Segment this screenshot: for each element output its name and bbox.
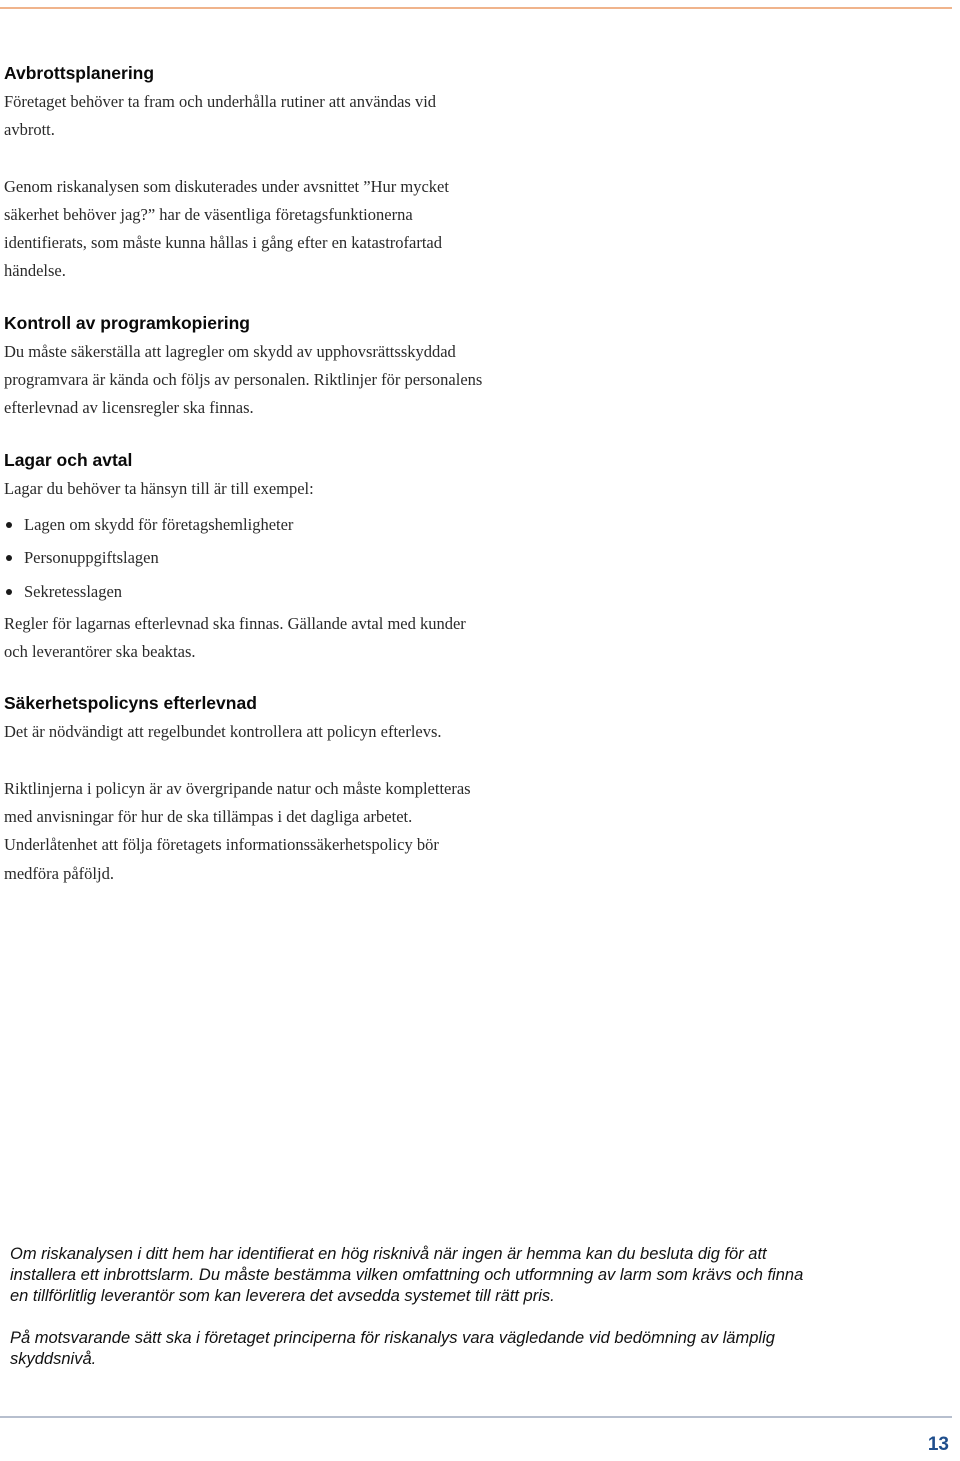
section-paragraph: Genom riskanalysen som diskuterades under avsnittet ”Hur mycket säkerhet behöver jag?” har de väsentliga företagsfunktionerna identifierats, som måste kunna hållas i gång efter en katastrofartad händelse. — [4, 176, 449, 281]
bullet-icon — [6, 589, 12, 595]
bottom-divider — [0, 1416, 952, 1418]
bullet-icon — [6, 522, 12, 528]
law-list — [4, 508, 484, 608]
section-heading: Avbrottsplanering — [4, 63, 155, 83]
bullet-icon — [6, 555, 12, 561]
page-number: 13 — [927, 1434, 949, 1455]
note-paragraph: På motsvarande sätt ska i företaget principerna för riskanalys vara vägledande vid bedömning av lämplig skyddsnivå. — [10, 1329, 775, 1368]
list-item — [4, 541, 484, 574]
top-divider — [0, 7, 952, 9]
section-paragraph: Det är nödvändigt att regelbundet kontrollera att policyn efterlevs. — [4, 722, 442, 742]
note-paragraph: Om riskanalysen i ditt hem har identifierat en hög risknivå när ingen är hemma kan du besluta dig för att installera ett inbrottslarm. Du måste bestämma vilken omfattning och utformning av larm som krävs och finna en tillförlitlig leverantör som kan leverera det avsedda systemet till rätt pris. — [10, 1245, 804, 1305]
section-sakerhetspolicyns-efterlevnad — [4, 688, 484, 887]
section-paragraph: Riktlinjerna i policyn är av övergripande natur och måste kompletteras med anvisningar för hur de ska tillämpas i det dagliga arbetet. Underlåtenhet att följa företagets informationssäkerhetspolicy bör medföra påföljd. — [4, 778, 471, 883]
list-item-text: Personuppgiftslagen — [24, 548, 159, 568]
section-heading: Lagar och avtal — [4, 449, 133, 470]
main-content — [4, 58, 484, 910]
section-paragraph: Du måste säkerställa att lagregler om skydd av upphovsrättsskyddad programvara är kända och följs av personalen. Riktlinjer för personalens efterlevnad av licensregler ska finnas. — [4, 341, 483, 418]
list-item — [4, 508, 484, 541]
section-kontroll-av-programkopiering — [4, 308, 484, 423]
section-intro: Lagar du behöver ta hänsyn till är till exempel: — [4, 478, 314, 498]
section-heading: Kontroll av programkopiering — [4, 312, 250, 333]
section-lagar-och-avtal — [4, 445, 484, 667]
list-item-text: Lagen om skydd för företagshemligheter — [24, 514, 294, 534]
section-heading: Säkerhetspolicyns efterlevnad — [4, 693, 257, 714]
section-avbrottsplanering — [4, 58, 484, 286]
section-outro: Regler för lagarnas efterlevnad ska finnas. Gällande avtal med kunder och leverantörer ska beaktas. — [4, 613, 466, 662]
example-note — [10, 1244, 810, 1370]
list-item — [4, 575, 484, 608]
list-item-text: Sekretesslagen — [24, 581, 123, 601]
section-paragraph: Företaget behöver ta fram och underhålla rutiner att användas vid avbrott. — [4, 92, 437, 140]
